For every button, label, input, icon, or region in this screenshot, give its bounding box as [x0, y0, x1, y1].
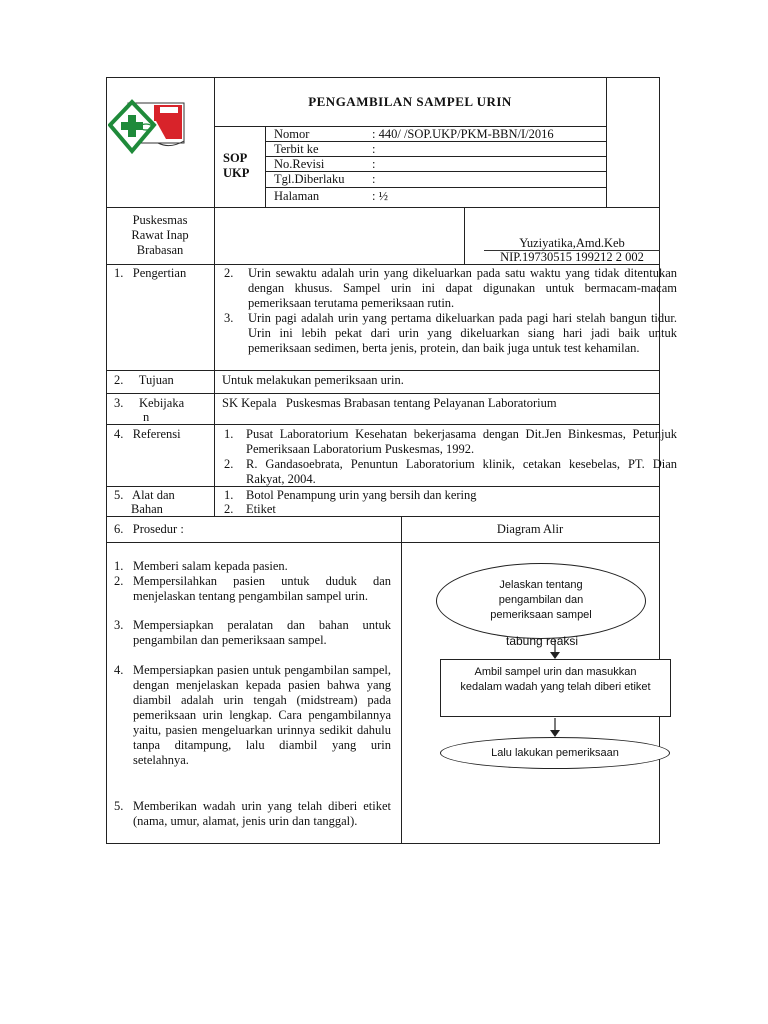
sop-label: SOP	[223, 151, 248, 165]
alat-label-2: Bahan	[131, 502, 163, 516]
kebijakan-label-2: n	[143, 410, 150, 424]
tujuan-text: Untuk melakukan pemeriksaan urin.	[222, 373, 404, 387]
prosedur-num-3: 3.	[114, 618, 124, 632]
alat-num-1: 1.	[224, 488, 234, 502]
institution-line-3: Brabasan	[136, 243, 184, 257]
prosedur-item-1: Memberi salam kepada pasien.	[133, 559, 288, 573]
alat-num-2: 2.	[224, 502, 234, 516]
flow-step-1-text: Jelaskan tentang pengambilan dan pemeriksaan sampel	[490, 579, 592, 621]
institution-line-1: Puskesmas	[132, 213, 188, 227]
meta-terbit-value: :	[372, 142, 376, 156]
diagram-label: Diagram Alir	[496, 522, 564, 536]
prosedur-label: 6. Prosedur :	[114, 522, 184, 536]
flow-step-1	[436, 563, 646, 639]
kebijakan-label-1: 3. Kebijaka	[114, 396, 185, 410]
pengertian-num-1: 2.	[224, 266, 234, 280]
meta-tgl-label: Tgl.Diberlaku	[274, 172, 345, 186]
alat-item-1: Botol Penampung urin yang bersih dan kering	[246, 488, 477, 502]
signatory-nip: NIP.19730515 199212 2 002	[500, 250, 644, 264]
flow-step-2-text: Ambil sampel urin dan masukkan kedalam wadah yang telah diberi etiket	[460, 666, 651, 693]
flow-step-1-overflow: tabung reaksi	[506, 634, 579, 648]
prosedur-item-2: Mempersilahkan pasien untuk duduk dan menjelaskan tentang pengambilan sampel urin.	[133, 574, 391, 603]
pengertian-label: 1. Pengertian	[114, 266, 187, 280]
pengertian-num-2: 3.	[224, 311, 234, 325]
ukp-label: UKP	[223, 166, 250, 180]
flow-arrow-2	[545, 718, 565, 738]
prosedur-num-4: 4.	[114, 663, 124, 677]
flow-step-3-text: Lalu lakukan pemeriksaan	[491, 747, 619, 759]
meta-tgl-value: :	[372, 172, 376, 186]
flow-step-3	[440, 737, 670, 769]
prosedur-num-1: 1.	[114, 559, 124, 573]
meta-terbit-label: Terbit ke	[274, 142, 319, 156]
referensi-label: 4. Referensi	[114, 427, 181, 441]
meta-nomor-value: : 440/ /SOP.UKP/PKM-BBN/I/2016	[372, 127, 554, 141]
referensi-num-2: 2.	[224, 457, 234, 471]
meta-halaman-value: : ½	[372, 189, 388, 203]
prosedur-item-4: Mempersiapkan pasien untuk pengambilan sampel, dengan menjelaskan kepada pasien bahwa yang diambil adalah urin tengah (midstream) pada pemeriksaan urin lengkap. Cara pengambilannya yaitu, pasien mengeluarkan urinnya sedikit dahulu tanpa ditampung, lalu diambil yang urin setelahnya.	[133, 663, 391, 767]
meta-halaman-label: Halaman	[274, 189, 320, 203]
signatory-name: Yuziyatika,Amd.Keb	[519, 236, 625, 250]
referensi-item-2: R. Gandasoebrata, Penuntun Laboratorium klinik, cetakan kesebelas, PT. Dian Rakyat, 2004.	[246, 457, 677, 486]
prosedur-item-5: Memberikan wadah urin yang telah diberi etiket (nama, umur, alamat, jenis urin dan tanggal).	[133, 799, 391, 828]
tujuan-label: 2. Tujuan	[114, 373, 174, 387]
meta-revisi-value: :	[372, 157, 376, 171]
puskesmas-logo	[108, 99, 190, 157]
prosedur-num-5: 5.	[114, 799, 124, 813]
document-title: PENGAMBILAN SAMPEL URIN	[308, 94, 512, 109]
kebijakan-text: SK Kepala Puskesmas Brabasan tentang Pelayanan Laboratorium	[222, 396, 557, 410]
referensi-item-1: Pusat Laboratorium Kesehatan bekerjasama dengan Dit.Jen Binkesmas, Petunjuk Pemeriksaan Laboratorium Puskesmas, 1992.	[246, 427, 677, 456]
meta-nomor-label: Nomor	[274, 127, 310, 141]
institution-line-2: Rawat Inap	[131, 228, 189, 242]
meta-revisi-label: No.Revisi	[274, 157, 325, 171]
prosedur-num-2: 2.	[114, 574, 124, 588]
flow-arrow-1	[545, 640, 565, 660]
prosedur-item-3: Mempersiapkan peralatan dan bahan untuk pengambilan dan pemeriksaan sampel.	[133, 618, 391, 647]
pengertian-item-2: Urin pagi adalah urin yang pertama dikeluarkan pada pagi hari stelah bangun tidur. Urin ini lebih pekat dari urin yang dikeluarkan siang hari jadi baik untuk pemeriksaan sedimen, berta jenis, protein, dan baik juga untuk test kehamilan.	[248, 311, 677, 355]
flow-step-2	[440, 659, 671, 717]
alat-item-2: Etiket	[246, 502, 276, 516]
pengertian-item-1: Urin sewaktu adalah urin yang dikeluarkan pada satu waktu yang tidak ditentukan dengan khusus. Sampel urin ini dapat digunakan untuk bermacam-macam pemeriksaan terutama pemeriksaan rutin.	[248, 266, 677, 310]
referensi-num-1: 1.	[224, 427, 234, 441]
alat-label-1: 5. Alat dan	[114, 488, 175, 502]
